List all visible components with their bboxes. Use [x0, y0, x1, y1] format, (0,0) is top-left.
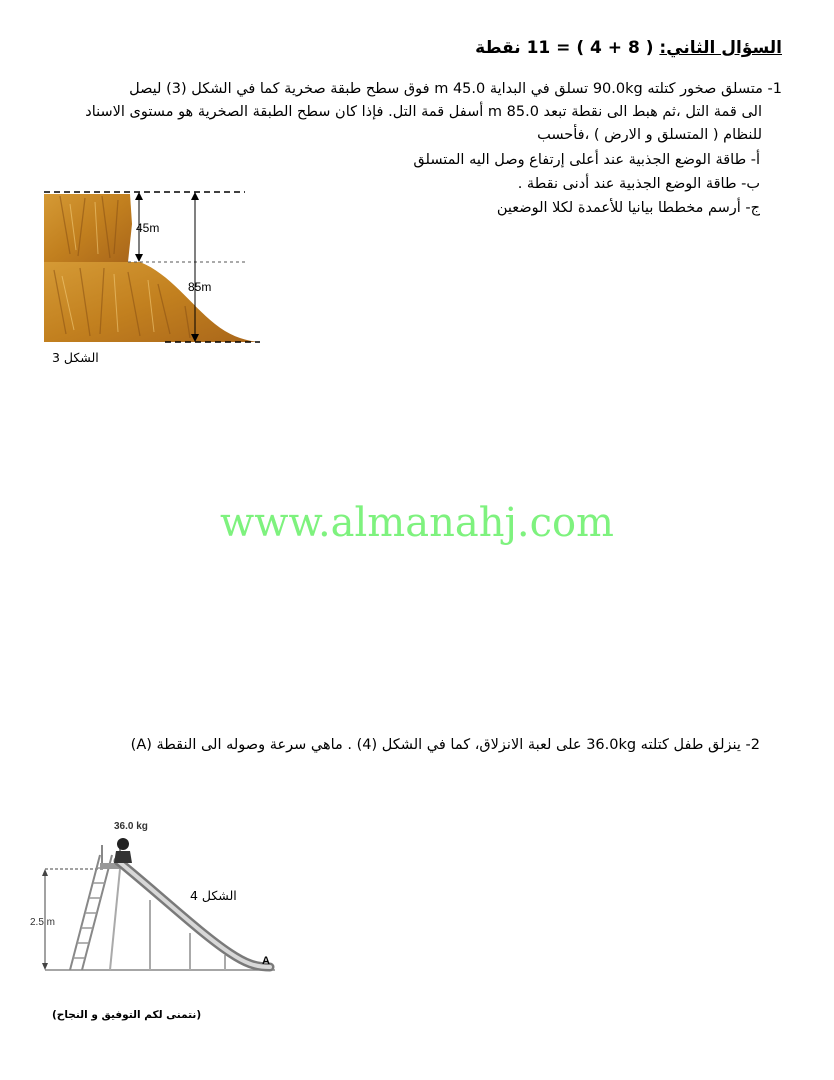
figure-3-height-total: 85m — [188, 280, 212, 294]
question-title — [475, 38, 782, 58]
figure-4-point-a: A — [262, 955, 270, 967]
q1-line-2: الى قمة التل ،ثم هبط الى نقطة تبعد 85.0 m أسفل قمة التل. فإذا كان سطح الطبقة الصخرية هو مستوى الاسناد — [85, 104, 762, 120]
figure-4-slide — [30, 815, 280, 975]
cliff-lower-rock — [44, 262, 260, 342]
figure-3-caption: الشكل 3 — [52, 350, 99, 365]
figure-3-height-upper: 45m — [136, 221, 160, 235]
figure-3-cliff — [40, 184, 265, 349]
figure-4-mass-label: 36.0 kg — [114, 821, 148, 832]
q1-part-a: أ- طاقة الوضع الجذبية عند أعلى إرتفاع وصل اليه المتسلق — [413, 152, 760, 168]
q1-part-c: ج- أرسم مخططا بيانيا للأعمدة لكلا الوضعين — [496, 200, 760, 216]
question-score: ( 8 + 4 ) = 11 نقطة — [475, 38, 654, 58]
footer-note: (نتمنى لكم التوفيق و النجاح) — [52, 1009, 202, 1021]
q1-line-1: 1- متسلق صخور كتلته 90.0kg تسلق في البداية 45.0 m فوق سطح طبقة صخرية كما في الشكل (3) ليصل — [129, 81, 782, 97]
figure-4-caption: الشكل 4 — [190, 888, 237, 903]
slide-chute — [118, 861, 270, 967]
watermark: www.almanahj.com — [219, 500, 614, 546]
question-2: 2- ينزلق طفل كتلته 36.0kg على لعبة الانزلاق، كما في الشكل (4) . ماهي سرعة وصوله الى النقطة (A) — [130, 737, 760, 753]
q1-part-b: ب- طاقة الوضع الجذبية عند أدنى نقطة . — [517, 176, 760, 192]
q1-line-3: للنظام ( المتسلق و الارض ) ،فأحسب — [537, 127, 762, 143]
question-1 — [72, 78, 782, 147]
figure-4-height-label: 2.5 m — [30, 917, 56, 928]
question-title-prefix: السؤال الثاني: — [659, 38, 782, 58]
child-figure — [114, 838, 132, 863]
cliff-upper-rock — [44, 194, 132, 262]
